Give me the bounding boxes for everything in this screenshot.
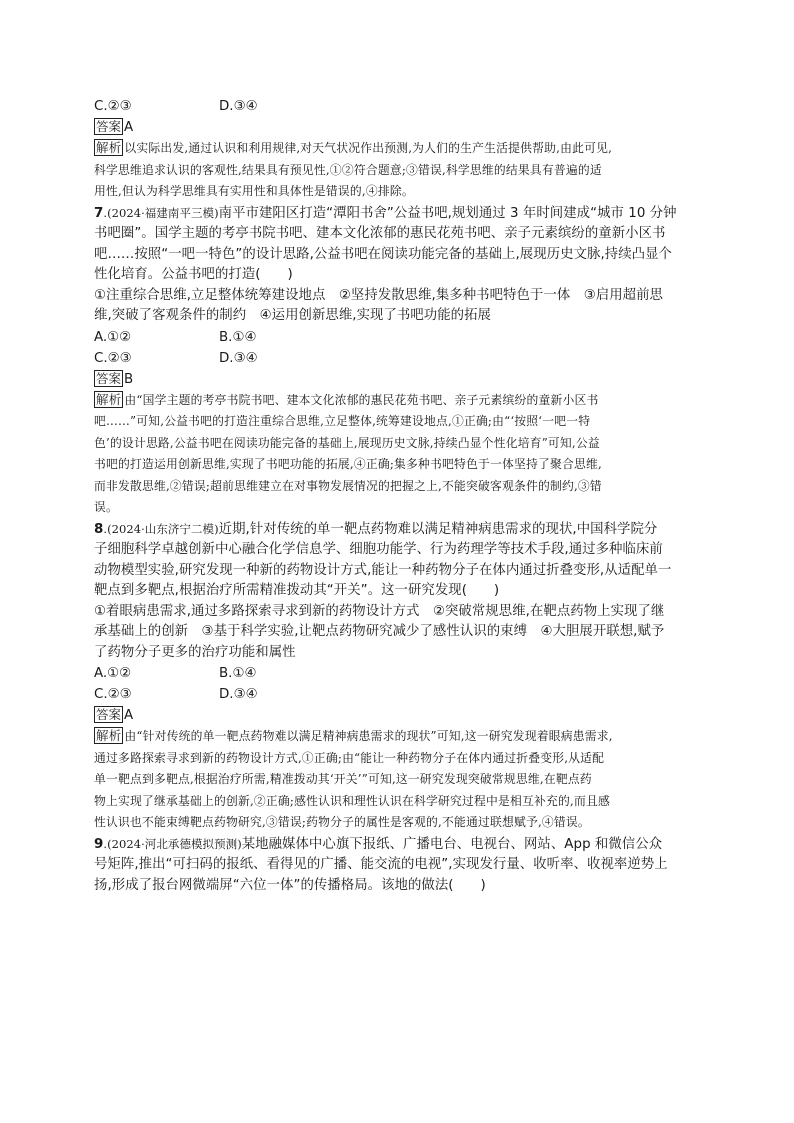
stem-line: 某地融媒体中心旗下报纸、广播电台、电视台、网站、App 和微信公众	[241, 836, 663, 852]
answer-tag: 答案	[96, 707, 122, 722]
q7-option-b: B.①④	[219, 329, 257, 345]
analysis-line: 科学思维追求认识的客观性,结果具有预见性,①②符合题意;③错误,科学思维的结果具有普遍的适	[94, 162, 602, 177]
question-source: .(2024·河北承德模拟预测)	[103, 836, 242, 851]
analysis-line: 由“国学主题的考亭书院书吧、建本文化浓郁的惠民花苑书吧、亲子元素缤纷的童新小区书	[124, 392, 599, 407]
stem-line: 性化培育。公益书吧的打造( )	[94, 267, 293, 282]
q7-option-a: A.①②	[94, 329, 132, 345]
analysis-line: 物上实现了继承基础上的创新,②正确;感性认识和理性认识在科学研究过程中是相互补充的,而且感	[94, 793, 610, 808]
analysis-tag: 解析	[96, 140, 122, 155]
stem-line: 号矩阵,推出“可扫码的报纸、看得见的广播、能交流的电视”,实现发行量、收听率、收视率逆势上	[94, 857, 668, 872]
q7-answer	[94, 369, 704, 390]
q8-option-d: D.③④	[219, 687, 258, 702]
exam-page	[94, 96, 704, 896]
q7-analysis	[94, 390, 704, 519]
q8-analysis	[94, 726, 704, 834]
stem-line: 书吧圈”。国学主题的考亭书院书吧、建本文化浓郁的惠民花苑书吧、亲子元素缤纷的童新小区书	[94, 226, 666, 241]
analysis-line: 性认识也不能束缚靶点药物研究,③错误;药物分子的属性是客观的,不能通过联想赋予,④错误。	[94, 815, 590, 829]
q8-option-b: B.①④	[219, 666, 257, 681]
stem-line: 靶点到多靶点,根据治疗所需精准拨动其“开关”。这一研究发现( )	[94, 583, 500, 598]
analysis-line: 通过多路探索寻求到新的药物设计方式,①正确;由“能让一种药物分子在体内通过折叠变形,从适配	[94, 750, 605, 765]
question-number: 9	[94, 836, 104, 852]
q8-option-a: A.①②	[94, 666, 132, 681]
analysis-line: 以实际出发,通过认识和利用规律,对天气状况作出预测,为人们的生产生活提供帮助,由此可见,	[124, 141, 613, 155]
statement-line: ①着眼病患需求,通过多路探索寻求到新的药物设计方式 ②突破常规思维,在靶点药物上实现了继	[94, 603, 665, 619]
q6-answer	[94, 117, 704, 138]
q8-options-row-1	[94, 663, 704, 684]
analysis-line: 书吧的打造运用创新思维,实现了书吧功能的拓展,④正确;集多种书吧特色于一体坚持了聚合思维,	[94, 457, 602, 471]
stem-line: 动物模型实验,研究发现一种新的药物设计方式,能让一种药物分子在体内通过折叠变形,从适配单一	[94, 562, 672, 578]
statement-line: ①注重综合思维,立足整体统筹建设地点 ②坚持发散思维,集多种书吧特色于一体 ③启用超前思	[94, 287, 663, 303]
question-number: 7	[94, 205, 104, 221]
answer-tag: 答案	[96, 119, 122, 134]
statement-line: 维,突破了客观条件的制约 ④运用创新思维,实现了书吧功能的拓展	[94, 308, 492, 323]
answer-tag: 答案	[96, 370, 122, 386]
analysis-tag: 解析	[96, 391, 122, 407]
analysis-line: 色’的设计思路,公益书吧在阅读功能完备的基础上,展现历史文脉,持续凸显个性化培育”可知,公益	[94, 435, 600, 450]
analysis-line: 由“针对传统的单一靶点药物难以满足精神病患需求的现状”可知,这一研究发现着眼病患需求,	[124, 729, 613, 743]
analysis-line: 误。	[94, 500, 118, 514]
stem-line: 南平市建阳区打造“潭阳书舍”公益书吧,规划通过 3 年时间建成“城市 10 分钟	[218, 205, 677, 221]
answer-value: A	[124, 120, 134, 135]
analysis-line: 单一靶点到多靶点,根据治疗所需,精准拨动其‘开关’”可知,这一研究发现突破常规思维,在靶点药	[94, 772, 592, 786]
question-7	[94, 203, 704, 519]
q6-option-c: C.②③	[94, 99, 132, 114]
statement-line: 了药物分子更多的治疗功能和属性	[94, 644, 296, 660]
analysis-tag: 解析	[96, 728, 122, 743]
q6-analysis	[94, 138, 704, 203]
question-source: .(2024·山东济宁二模)	[103, 521, 219, 536]
q6-option-d: D.③④	[219, 99, 258, 114]
q7-options-row-1	[94, 327, 704, 348]
question-number: 8	[94, 521, 104, 537]
analysis-line: 用性,但认为科学思维具有实用性和具体性是错误的,④排除。	[94, 184, 414, 198]
q7-option-c: C.②③	[94, 350, 132, 366]
q8-answer	[94, 705, 704, 726]
q6-options-row-2	[94, 96, 704, 117]
stem-line: 扬,形成了报台网微端屏“六位一体”的传播格局。该地的做法( )	[94, 877, 486, 893]
stem-line: 吧……按照“一吧一特色”的设计思路,公益书吧在阅读功能完备的基础上,展现历史文脉,持续凸显个	[94, 246, 672, 262]
analysis-line: 吧……”可知,公益书吧的打造注重综合思维,立足整体,统筹建设地点,①正确;由“‘按照‘一吧一特	[94, 414, 591, 428]
question-source: .(2024·福建南平三模)	[103, 205, 219, 220]
answer-value: A	[124, 708, 134, 723]
question-8	[94, 519, 704, 834]
q8-option-c: C.②③	[94, 687, 132, 702]
stem-line: 子细胞科学卓越创新中心融合化学信息学、细胞功能学、行为药理学等技术手段,通过多种临床前	[94, 542, 663, 557]
stem-line: 近期,针对传统的单一靶点药物难以满足精神病患需求的现状,中国科学院分	[218, 521, 658, 537]
q8-options-row-2	[94, 684, 704, 705]
q7-option-d: D.③④	[219, 350, 258, 366]
answer-value: B	[124, 371, 134, 387]
q7-options-row-2	[94, 348, 704, 369]
question-9	[94, 834, 704, 897]
statement-line: 承基础上的创新 ③基于科学实验,让靶点药物研究减少了感性认识的束缚 ④大胆展开联想,赋予	[94, 624, 665, 639]
analysis-line: 而非发散思维,②错误;超前思维建立在对事物发展情况的把握之上,不能突破客观条件的制约,③错	[94, 478, 602, 493]
